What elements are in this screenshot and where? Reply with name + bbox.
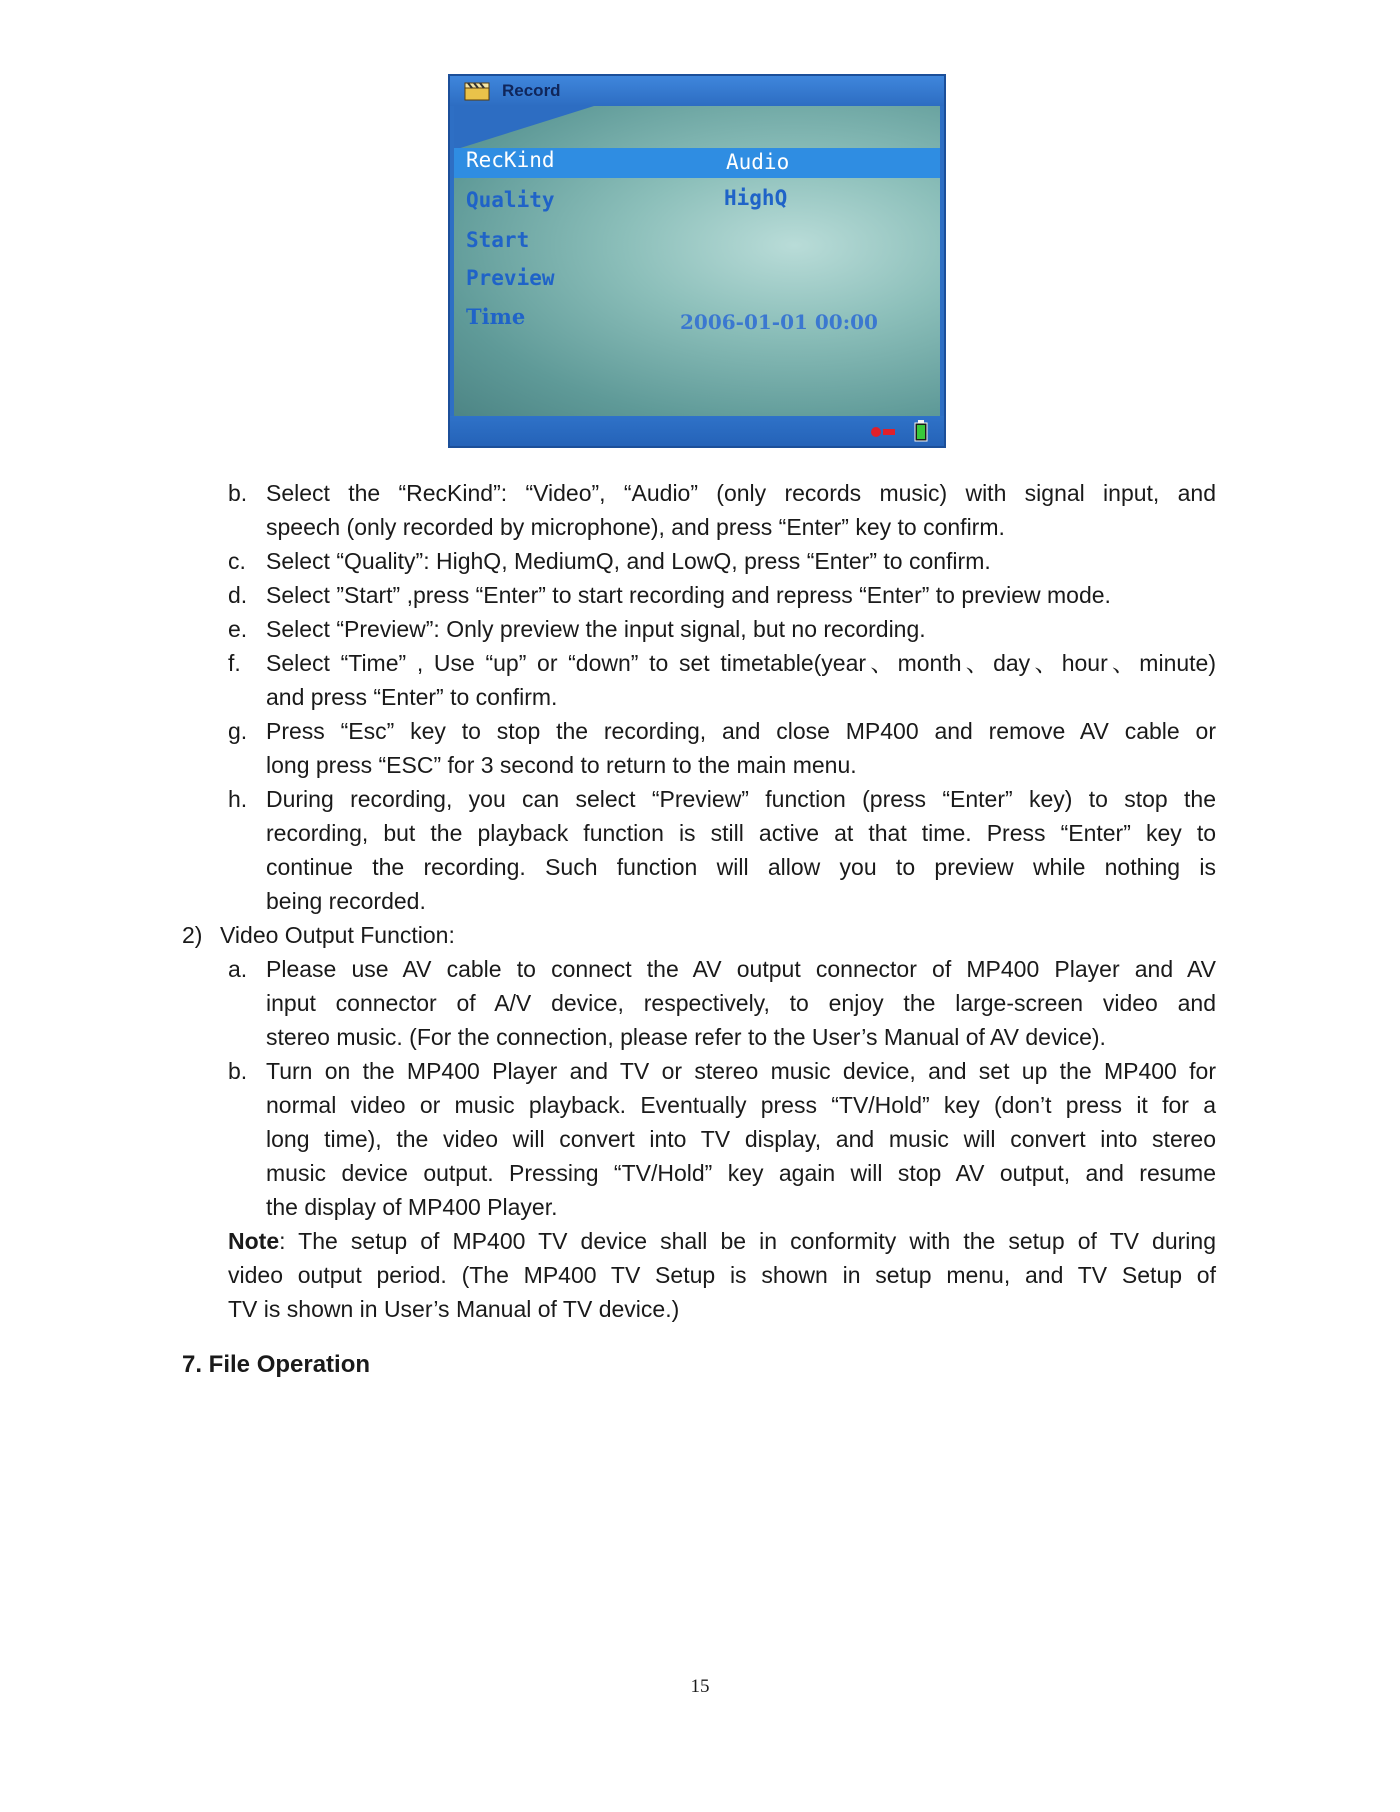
screen-status-bar <box>450 416 944 446</box>
section-marker: 2) <box>182 922 203 948</box>
menu-value-time: 2006-01-01 00:00 <box>680 310 878 334</box>
list-item-line: Select “Preview”: Only preview the input signal, but no recording. <box>266 616 926 642</box>
list-item-line: speech (only recorded by microphone), and press “Enter” key to confirm. <box>266 514 1005 540</box>
section-title: Video Output Function: <box>220 922 455 948</box>
section-heading: 7. File Operation <box>182 1351 371 1378</box>
list-item-line: continue the recording. Such function will allow you to preview while nothing is <box>266 854 1216 880</box>
list-item-line: normal video or music playback. Eventually press “TV/Hold” key (don’t press it for a <box>266 1092 1216 1118</box>
menu-item-time[interactable]: Time <box>466 304 526 329</box>
list-item-line: the display of MP400 Player. <box>266 1194 558 1220</box>
list-marker: b. <box>228 480 248 506</box>
record-screen-image <box>448 74 946 448</box>
menu-item-reckind[interactable]: RecKind <box>466 148 555 172</box>
page-number: 15 <box>690 1676 710 1697</box>
list-item-line: music device output. Pressing “TV/Hold” key again will stop AV output, and resume <box>266 1160 1216 1186</box>
list-marker: g. <box>228 718 248 744</box>
list-marker: d. <box>228 582 248 608</box>
list-marker: e. <box>228 616 248 642</box>
list-item-line: being recorded. <box>266 888 426 914</box>
list-item-line: During recording, you can select “Preview” function (press “Enter” key) to stop the <box>266 786 1216 812</box>
list-item-line: Turn on the MP400 Player and TV or stereo music device, and set up the MP400 for <box>266 1058 1216 1084</box>
list-marker: a. <box>228 956 248 982</box>
record-icon <box>870 426 896 438</box>
list-item-line: Select “Quality”: HighQ, MediumQ, and LowQ, press “Enter” to confirm. <box>266 548 991 574</box>
menu-item-preview[interactable]: Preview <box>466 266 555 290</box>
list-item-line: Press “Esc” key to stop the recording, and close MP400 and remove AV cable or <box>266 718 1216 744</box>
screen-title-bar <box>450 76 944 106</box>
note-line: video output period. (The MP400 TV Setup is shown in setup menu, and TV Setup of <box>228 1262 1216 1288</box>
note-line: TV is shown in User’s Manual of TV device.) <box>228 1296 680 1322</box>
list-item-line: and press “Enter” to confirm. <box>266 684 558 710</box>
list-marker: f. <box>228 650 241 676</box>
list-marker: c. <box>228 548 246 574</box>
list-item-line: Select “Time” , Use “up” or “down” to set timetable(year、month、day、hour、minute) <box>266 650 1216 676</box>
list-marker: h. <box>228 786 248 812</box>
list-item-line: Please use AV cable to connect the AV output connector of MP400 Player and AV <box>266 956 1216 982</box>
clapperboard-icon <box>464 81 490 101</box>
menu-value-quality: HighQ <box>724 186 788 210</box>
screen-title: Record <box>502 81 561 100</box>
list-item-line: recording, but the playback function is still active at that time. Press “Enter” key to <box>266 820 1216 846</box>
note-label: Note <box>228 1228 280 1254</box>
menu-item-start[interactable]: Start <box>466 228 530 252</box>
note-text: : The setup of MP400 TV device shall be in conformity with the setup of TV during <box>279 1228 1216 1254</box>
list-item-line: Select the “RecKind”: “Video”, “Audio” (only records music) with signal input, and <box>266 480 1216 506</box>
screen-menu <box>454 106 940 416</box>
list-item-line: Select ”Start” ,press “Enter” to start recording and repress “Enter” to preview mode. <box>266 582 1111 608</box>
list-item-line: long press “ESC” for 3 second to return to the main menu. <box>266 752 857 778</box>
list-item-line: stereo music. (For the connection, please refer to the User’s Manual of AV device). <box>266 1024 1106 1050</box>
menu-item-quality[interactable]: Quality <box>466 188 555 212</box>
list-item-line: input connector of A/V device, respectively, to enjoy the large-screen video and <box>266 990 1216 1016</box>
menu-value-reckind: Audio <box>726 150 790 174</box>
note-first-line <box>228 1224 1216 1258</box>
list-marker: b. <box>228 1058 248 1084</box>
battery-icon <box>914 420 928 442</box>
list-item-line: long time), the video will convert into TV display, and music will convert into stereo <box>266 1126 1216 1152</box>
